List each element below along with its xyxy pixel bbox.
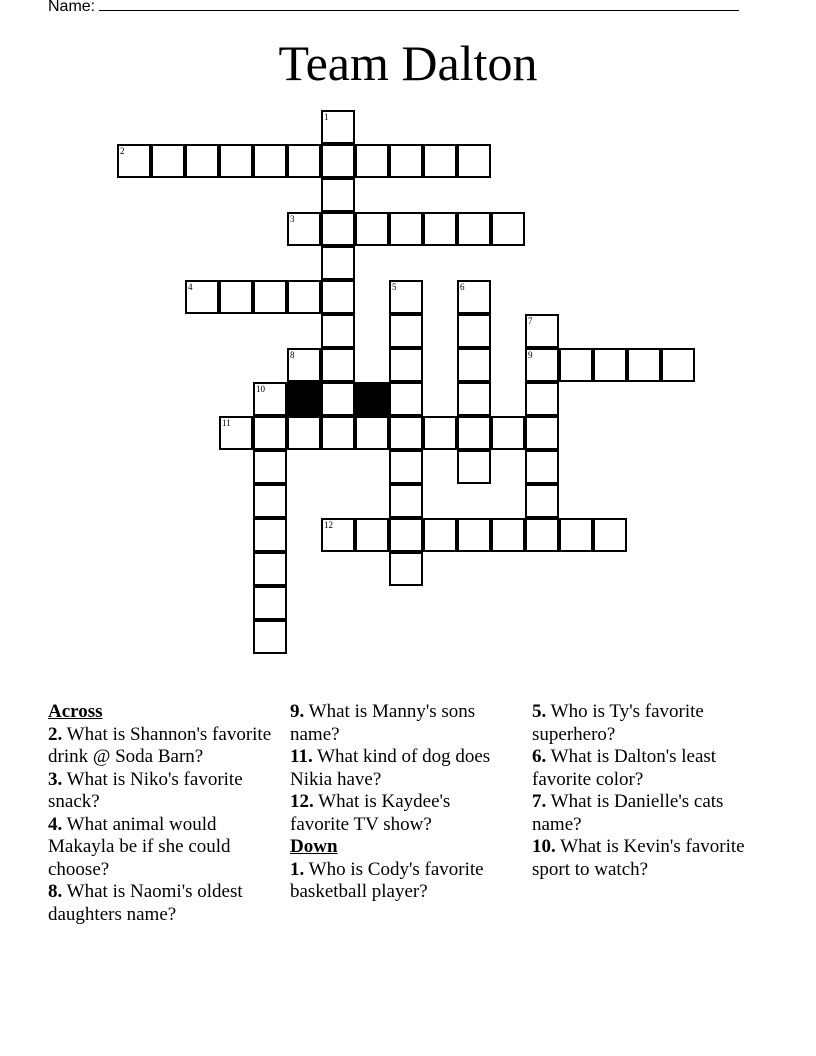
grid-cell[interactable] — [389, 382, 423, 416]
grid-cell[interactable] — [321, 178, 355, 212]
grid-cell[interactable] — [253, 484, 287, 518]
clue-number: 6 — [460, 282, 465, 292]
grid-cell[interactable] — [389, 416, 423, 450]
grid-cell[interactable] — [253, 450, 287, 484]
grid-cell[interactable] — [321, 382, 355, 416]
grid-cell[interactable] — [253, 144, 287, 178]
clue-down-7: 7. What is Danielle's cats name? — [532, 791, 724, 835]
grid-cell[interactable] — [355, 416, 389, 450]
grid-cell[interactable] — [457, 518, 491, 552]
grid-cell[interactable] — [457, 416, 491, 450]
page-title: Team Dalton — [278, 35, 538, 91]
grid-cell[interactable] — [457, 314, 491, 348]
grid-cell[interactable] — [287, 280, 321, 314]
grid-cell[interactable] — [321, 110, 355, 144]
grid-cell[interactable] — [423, 212, 457, 246]
clue-number: 5 — [392, 282, 397, 292]
grid-cell[interactable] — [491, 212, 525, 246]
clue-down-6: 6. What is Dalton's least favorite color? — [532, 746, 717, 790]
grid-cell[interactable] — [321, 280, 355, 314]
grid-cell[interactable] — [525, 416, 559, 450]
grid-cell[interactable] — [423, 518, 457, 552]
grid-cell[interactable] — [491, 518, 525, 552]
grid-cell[interactable] — [253, 620, 287, 654]
grid-cell[interactable] — [355, 518, 389, 552]
grid-cell[interactable] — [253, 416, 287, 450]
clue-number: 7 — [528, 316, 533, 326]
grid-cell[interactable] — [559, 348, 593, 382]
clues-column-3 — [532, 701, 762, 881]
grid-cell[interactable] — [559, 518, 593, 552]
grid-cell[interactable] — [457, 382, 491, 416]
clue-across-4: 4. What animal would Makayla be if she could choose? — [48, 813, 231, 880]
grid-cell[interactable] — [423, 144, 457, 178]
grid-cell[interactable] — [321, 348, 355, 382]
clue-across-12: 12. What is Kaydee's favorite TV show? — [290, 791, 451, 835]
grid-cell[interactable] — [287, 212, 321, 246]
grid-cell[interactable] — [525, 348, 559, 382]
grid-cell[interactable] — [219, 144, 253, 178]
clues-column-1 — [48, 701, 280, 926]
grid-cell[interactable] — [423, 416, 457, 450]
clue-across-9: 9. What is Manny's sons name? — [290, 701, 476, 745]
grid-cell[interactable] — [287, 348, 321, 382]
grid-cell[interactable] — [389, 552, 423, 586]
clue-number: 2 — [120, 146, 125, 156]
across-heading: Across — [48, 701, 103, 722]
grid-cell[interactable] — [117, 144, 151, 178]
grid-cell[interactable] — [253, 518, 287, 552]
grid-cell[interactable] — [321, 212, 355, 246]
clue-down-1: 1. Who is Cody's favorite basketball player? — [290, 858, 484, 902]
name-label: Name: — [48, 0, 96, 15]
clue-across-8: 8. What is Naomi's oldest daughters name? — [48, 881, 243, 925]
grid-cell[interactable] — [287, 416, 321, 450]
grid-cell[interactable] — [525, 450, 559, 484]
clue-number: 3 — [290, 214, 295, 224]
grid-cell[interactable] — [661, 348, 695, 382]
grid-cell[interactable] — [389, 212, 423, 246]
grid-cell[interactable] — [457, 212, 491, 246]
clue-across-2: 2. What is Shannon's favorite drink @ Soda Barn? — [48, 723, 272, 767]
clue-number: 11 — [222, 418, 231, 428]
grid-cell[interactable] — [253, 552, 287, 586]
grid-cell[interactable] — [287, 144, 321, 178]
grid-cell[interactable] — [355, 212, 389, 246]
grid-cell[interactable] — [151, 144, 185, 178]
grid-cell[interactable] — [321, 416, 355, 450]
grid-cell[interactable] — [627, 348, 661, 382]
grid-cell[interactable] — [355, 144, 389, 178]
grid-cell[interactable] — [389, 314, 423, 348]
clue-across-3: 3. What is Niko's favorite snack? — [48, 768, 243, 812]
grid-cell[interactable] — [389, 484, 423, 518]
clue-number: 8 — [290, 350, 295, 360]
clue-number: 1 — [324, 112, 329, 122]
grid-cell[interactable] — [185, 280, 219, 314]
clue-down-5: 5. Who is Ty's favorite superhero? — [532, 701, 704, 745]
grid-cell[interactable] — [525, 382, 559, 416]
clue-number: 9 — [528, 350, 533, 360]
clue-down-10: 10. What is Kevin's favorite sport to watch? — [532, 836, 745, 880]
clue-across-11: 11. What kind of dog does Nikia have? — [290, 746, 491, 790]
grid-cell[interactable] — [253, 382, 287, 416]
grid-cell[interactable] — [389, 348, 423, 382]
grid-cell[interactable] — [457, 280, 491, 314]
down-heading: Down — [290, 836, 338, 857]
grid-cell[interactable] — [321, 518, 355, 552]
grid-cell[interactable] — [525, 314, 559, 348]
grid-cell[interactable] — [389, 450, 423, 484]
clue-number: 12 — [324, 520, 333, 530]
clue-number: 10 — [256, 384, 265, 394]
grid-cell[interactable] — [525, 518, 559, 552]
grid-cell[interactable] — [491, 416, 525, 450]
grid-cell[interactable] — [321, 246, 355, 280]
grid-cell[interactable] — [389, 518, 423, 552]
grid-cell[interactable] — [389, 280, 423, 314]
grid-cell[interactable] — [185, 144, 219, 178]
grid-cell[interactable] — [457, 348, 491, 382]
grid-cell[interactable] — [253, 280, 287, 314]
grid-cell[interactable] — [321, 144, 355, 178]
grid-block — [355, 382, 389, 416]
grid-cell[interactable] — [389, 144, 423, 178]
grid-cell[interactable] — [321, 314, 355, 348]
grid-cell[interactable] — [525, 484, 559, 518]
grid-cell[interactable] — [457, 450, 491, 484]
grid-block — [287, 382, 321, 416]
grid-cell[interactable] — [219, 416, 253, 450]
grid-cell[interactable] — [219, 280, 253, 314]
grid-cell[interactable] — [593, 518, 627, 552]
grid-cell[interactable] — [457, 144, 491, 178]
grid-cell[interactable] — [253, 586, 287, 620]
clues-column-2 — [290, 701, 500, 904]
clue-number: 4 — [188, 282, 193, 292]
grid-cell[interactable] — [593, 348, 627, 382]
